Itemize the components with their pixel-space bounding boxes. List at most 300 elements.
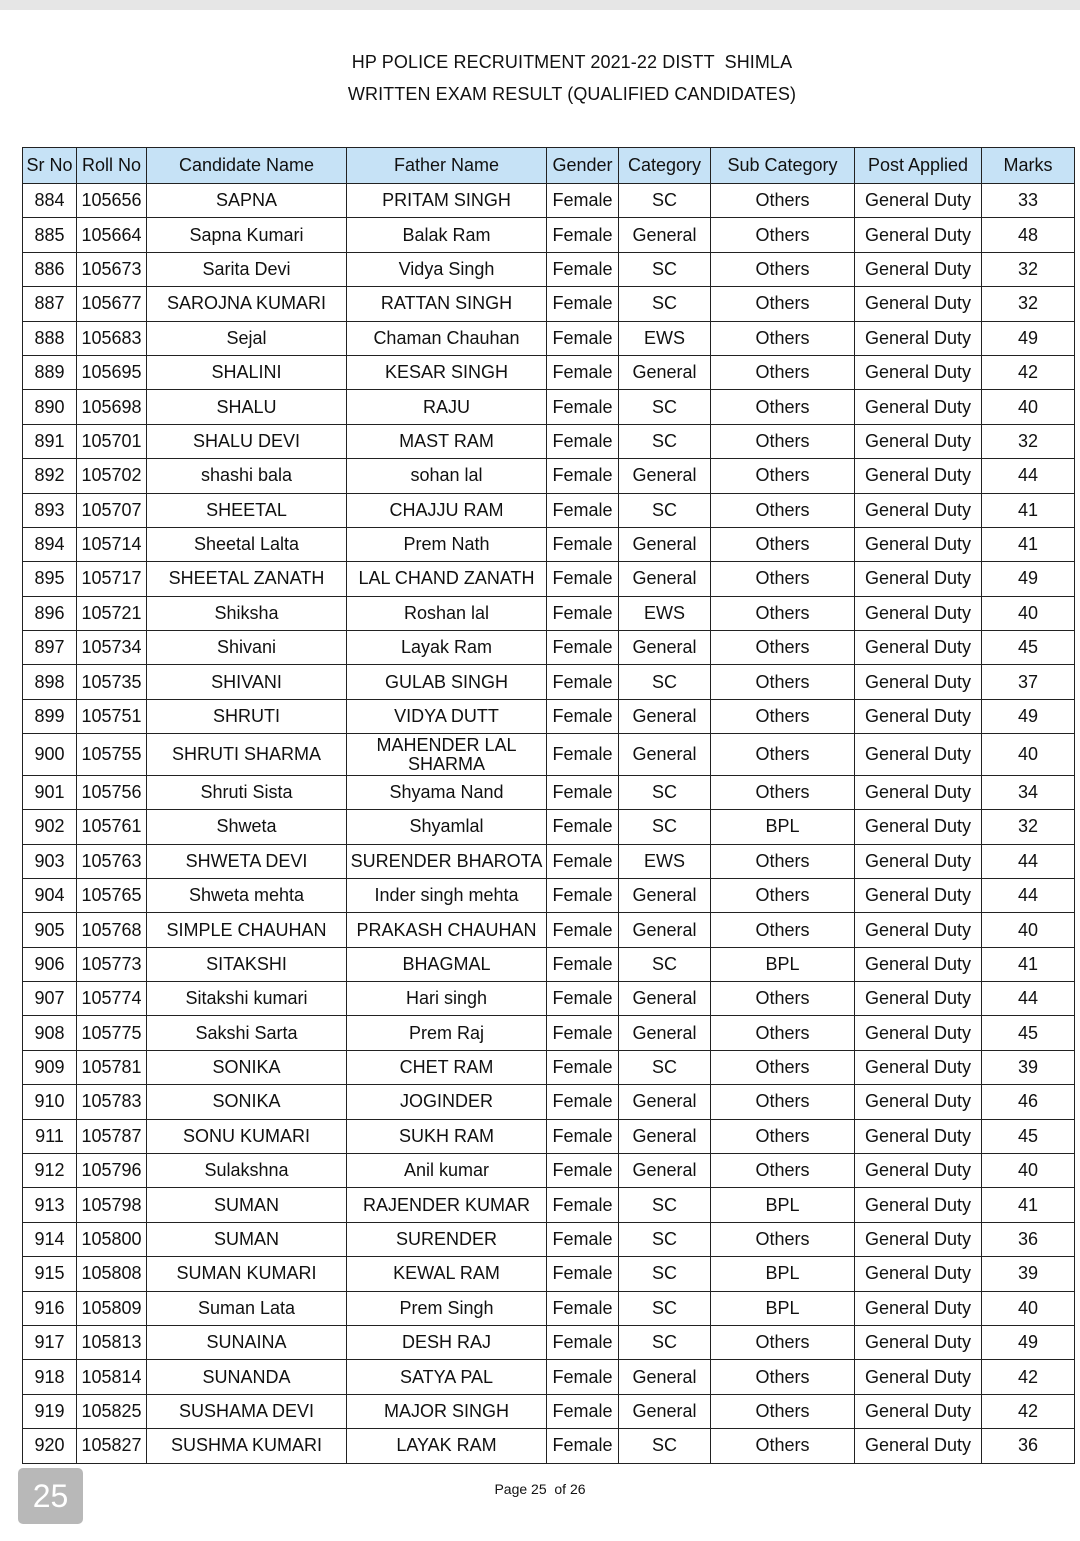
- cell-roll-no: 105761: [77, 810, 147, 844]
- cell-sr-no: 903: [23, 844, 77, 878]
- cell-father-name: LAL CHAND ZANATH: [347, 562, 547, 596]
- cell-marks: 32: [982, 287, 1075, 321]
- table-row: [23, 1154, 1075, 1188]
- cell-roll-no: 105673: [77, 252, 147, 286]
- cell-candidate-name: SAROJNA KUMARI: [147, 287, 347, 321]
- cell-gender: Female: [547, 596, 619, 630]
- cell-candidate-name: SHWETA DEVI: [147, 844, 347, 878]
- cell-gender: Female: [547, 665, 619, 699]
- cell-sub-category: Others: [711, 1360, 855, 1394]
- cell-candidate-name: SUMAN KUMARI: [147, 1257, 347, 1291]
- cell-candidate-name: Sitakshi kumari: [147, 982, 347, 1016]
- cell-post-applied: General Duty: [855, 1394, 982, 1428]
- cell-gender: Female: [547, 1394, 619, 1428]
- cell-gender: Female: [547, 734, 619, 776]
- cell-category: SC: [619, 1429, 711, 1463]
- page-footer: Page 25 of 26: [494, 1481, 586, 1497]
- cell-sr-no: 910: [23, 1085, 77, 1119]
- table-row: [23, 1257, 1075, 1291]
- cell-gender: Female: [547, 527, 619, 561]
- cell-marks: 45: [982, 1119, 1075, 1153]
- table-header-row: [23, 148, 1075, 184]
- cell-sub-category: BPL: [711, 810, 855, 844]
- cell-sr-no: 888: [23, 321, 77, 355]
- table-row: [23, 321, 1075, 355]
- column-header-gender: Gender: [547, 148, 619, 184]
- cell-post-applied: General Duty: [855, 459, 982, 493]
- cell-candidate-name: SHALINI: [147, 355, 347, 389]
- table-row: [23, 390, 1075, 424]
- cell-father-name: SURENDER: [347, 1222, 547, 1256]
- cell-candidate-name: Sheetal Lalta: [147, 527, 347, 561]
- cell-post-applied: General Duty: [855, 1119, 982, 1153]
- cell-sub-category: BPL: [711, 1257, 855, 1291]
- cell-sr-no: 904: [23, 878, 77, 912]
- cell-post-applied: General Duty: [855, 775, 982, 809]
- cell-candidate-name: Suman Lata: [147, 1291, 347, 1325]
- cell-sr-no: 917: [23, 1326, 77, 1360]
- cell-gender: Female: [547, 1085, 619, 1119]
- cell-roll-no: 105783: [77, 1085, 147, 1119]
- cell-gender: Female: [547, 218, 619, 252]
- cell-candidate-name: SONIKA: [147, 1050, 347, 1084]
- cell-father-name: Shyama Nand: [347, 775, 547, 809]
- cell-sub-category: Others: [711, 775, 855, 809]
- cell-post-applied: General Duty: [855, 844, 982, 878]
- cell-category: General: [619, 1360, 711, 1394]
- cell-roll-no: 105664: [77, 218, 147, 252]
- title-line-2: WRITTEN EXAM RESULT (QUALIFIED CANDIDATES): [347, 84, 797, 104]
- cell-sub-category: Others: [711, 699, 855, 733]
- cell-marks: 39: [982, 1257, 1075, 1291]
- cell-category: General: [619, 355, 711, 389]
- cell-marks: 39: [982, 1050, 1075, 1084]
- cell-gender: Female: [547, 1222, 619, 1256]
- cell-sub-category: Others: [711, 1119, 855, 1153]
- cell-roll-no: 105707: [77, 493, 147, 527]
- cell-father-name: Chaman Chauhan: [347, 321, 547, 355]
- cell-post-applied: General Duty: [855, 493, 982, 527]
- cell-marks: 40: [982, 913, 1075, 947]
- table-body: [23, 184, 1075, 1464]
- cell-roll-no: 105768: [77, 913, 147, 947]
- cell-roll-no: 105717: [77, 562, 147, 596]
- cell-sr-no: 911: [23, 1119, 77, 1153]
- cell-gender: Female: [547, 947, 619, 981]
- table-row: [23, 527, 1075, 561]
- cell-candidate-name: Shweta mehta: [147, 878, 347, 912]
- cell-father-name: Inder singh mehta: [347, 878, 547, 912]
- cell-sub-category: Others: [711, 1222, 855, 1256]
- cell-sr-no: 893: [23, 493, 77, 527]
- cell-roll-no: 105714: [77, 527, 147, 561]
- cell-roll-no: 105695: [77, 355, 147, 389]
- cell-post-applied: General Duty: [855, 665, 982, 699]
- cell-sr-no: 900: [23, 734, 77, 776]
- cell-sr-no: 919: [23, 1394, 77, 1428]
- cell-marks: 40: [982, 1154, 1075, 1188]
- cell-post-applied: General Duty: [855, 810, 982, 844]
- table-row: [23, 355, 1075, 389]
- cell-father-name: KESAR SINGH: [347, 355, 547, 389]
- cell-post-applied: General Duty: [855, 252, 982, 286]
- cell-post-applied: General Duty: [855, 1085, 982, 1119]
- cell-post-applied: General Duty: [855, 631, 982, 665]
- cell-sr-no: 906: [23, 947, 77, 981]
- cell-sub-category: Others: [711, 982, 855, 1016]
- cell-sub-category: Others: [711, 562, 855, 596]
- cell-post-applied: General Duty: [855, 1429, 982, 1463]
- cell-marks: 46: [982, 1085, 1075, 1119]
- cell-candidate-name: Sapna Kumari: [147, 218, 347, 252]
- cell-candidate-name: SHRUTI: [147, 699, 347, 733]
- cell-category: General: [619, 1085, 711, 1119]
- cell-father-name: Prem Singh: [347, 1291, 547, 1325]
- cell-category: SC: [619, 1291, 711, 1325]
- cell-sub-category: BPL: [711, 1291, 855, 1325]
- cell-father-name: sohan lal: [347, 459, 547, 493]
- cell-roll-no: 105796: [77, 1154, 147, 1188]
- cell-post-applied: General Duty: [855, 287, 982, 321]
- cell-sr-no: 896: [23, 596, 77, 630]
- cell-sr-no: 901: [23, 775, 77, 809]
- cell-category: SC: [619, 1188, 711, 1222]
- cell-candidate-name: Sejal: [147, 321, 347, 355]
- cell-post-applied: General Duty: [855, 1016, 982, 1050]
- cell-sub-category: Others: [711, 596, 855, 630]
- cell-sub-category: Others: [711, 493, 855, 527]
- cell-category: General: [619, 1016, 711, 1050]
- cell-father-name: SATYA PAL: [347, 1360, 547, 1394]
- cell-category: General: [619, 562, 711, 596]
- cell-roll-no: 105800: [77, 1222, 147, 1256]
- cell-sr-no: 885: [23, 218, 77, 252]
- cell-post-applied: General Duty: [855, 982, 982, 1016]
- cell-sr-no: 897: [23, 631, 77, 665]
- table-row: [23, 252, 1075, 286]
- cell-marks: 36: [982, 1222, 1075, 1256]
- cell-category: SC: [619, 1326, 711, 1360]
- cell-gender: Female: [547, 1326, 619, 1360]
- cell-sub-category: Others: [711, 665, 855, 699]
- cell-sub-category: Others: [711, 527, 855, 561]
- cell-father-name: Vidya Singh: [347, 252, 547, 286]
- table-row: [23, 493, 1075, 527]
- cell-father-name: CHET RAM: [347, 1050, 547, 1084]
- cell-father-name: VIDYA DUTT: [347, 699, 547, 733]
- cell-marks: 45: [982, 631, 1075, 665]
- cell-father-name: SUKH RAM: [347, 1119, 547, 1153]
- column-header-marks: Marks: [982, 148, 1075, 184]
- cell-post-applied: General Duty: [855, 1050, 982, 1084]
- cell-category: SC: [619, 947, 711, 981]
- top-strip: [0, 0, 1080, 10]
- cell-sr-no: 914: [23, 1222, 77, 1256]
- column-header-category: Category: [619, 148, 711, 184]
- cell-roll-no: 105756: [77, 775, 147, 809]
- cell-sub-category: Others: [711, 252, 855, 286]
- cell-gender: Female: [547, 1188, 619, 1222]
- cell-roll-no: 105808: [77, 1257, 147, 1291]
- cell-candidate-name: Sakshi Sarta: [147, 1016, 347, 1050]
- page-number-badge[interactable]: 25: [18, 1468, 83, 1524]
- table-row: [23, 424, 1075, 458]
- cell-post-applied: General Duty: [855, 390, 982, 424]
- cell-gender: Female: [547, 252, 619, 286]
- cell-roll-no: 105734: [77, 631, 147, 665]
- column-header-sub-category: Sub Category: [711, 148, 855, 184]
- table-row: [23, 1188, 1075, 1222]
- cell-sr-no: 891: [23, 424, 77, 458]
- cell-category: General: [619, 734, 711, 776]
- table-row: [23, 1429, 1075, 1463]
- cell-category: General: [619, 218, 711, 252]
- cell-candidate-name: SHALU DEVI: [147, 424, 347, 458]
- cell-sr-no: 892: [23, 459, 77, 493]
- table-row: [23, 1291, 1075, 1325]
- table-row: [23, 775, 1075, 809]
- cell-roll-no: 105809: [77, 1291, 147, 1325]
- cell-father-name: PRAKASH CHAUHAN: [347, 913, 547, 947]
- cell-gender: Female: [547, 1429, 619, 1463]
- cell-marks: 41: [982, 493, 1075, 527]
- results-table: [22, 147, 1075, 1464]
- column-header-father-name: Father Name: [347, 148, 547, 184]
- cell-post-applied: General Duty: [855, 184, 982, 218]
- cell-marks: 45: [982, 1016, 1075, 1050]
- cell-gender: Female: [547, 1360, 619, 1394]
- table-row: [23, 1085, 1075, 1119]
- cell-category: SC: [619, 1257, 711, 1291]
- cell-marks: 37: [982, 665, 1075, 699]
- cell-roll-no: 105656: [77, 184, 147, 218]
- cell-category: General: [619, 459, 711, 493]
- cell-father-name: MAHENDER LAL SHARMA: [347, 734, 547, 776]
- cell-father-name: MAST RAM: [347, 424, 547, 458]
- cell-post-applied: General Duty: [855, 596, 982, 630]
- cell-sub-category: Others: [711, 734, 855, 776]
- cell-candidate-name: SUNAINA: [147, 1326, 347, 1360]
- cell-category: General: [619, 878, 711, 912]
- cell-roll-no: 105825: [77, 1394, 147, 1428]
- cell-gender: Female: [547, 1154, 619, 1188]
- cell-marks: 32: [982, 252, 1075, 286]
- cell-roll-no: 105773: [77, 947, 147, 981]
- cell-father-name: Roshan lal: [347, 596, 547, 630]
- cell-marks: 44: [982, 844, 1075, 878]
- cell-marks: 32: [982, 424, 1075, 458]
- cell-roll-no: 105813: [77, 1326, 147, 1360]
- cell-sub-category: Others: [711, 1154, 855, 1188]
- cell-candidate-name: SUNANDA: [147, 1360, 347, 1394]
- cell-father-name: Prem Nath: [347, 527, 547, 561]
- cell-sub-category: Others: [711, 321, 855, 355]
- cell-father-name: CHAJJU RAM: [347, 493, 547, 527]
- cell-gender: Female: [547, 982, 619, 1016]
- cell-roll-no: 105702: [77, 459, 147, 493]
- cell-sr-no: 907: [23, 982, 77, 1016]
- cell-gender: Female: [547, 287, 619, 321]
- table-row: [23, 1016, 1075, 1050]
- cell-category: General: [619, 1154, 711, 1188]
- table-row: [23, 1326, 1075, 1360]
- cell-post-applied: General Duty: [855, 947, 982, 981]
- cell-sr-no: 894: [23, 527, 77, 561]
- cell-sr-no: 902: [23, 810, 77, 844]
- cell-sub-category: Others: [711, 844, 855, 878]
- cell-post-applied: General Duty: [855, 562, 982, 596]
- cell-roll-no: 105698: [77, 390, 147, 424]
- cell-roll-no: 105798: [77, 1188, 147, 1222]
- table-row: [23, 1050, 1075, 1084]
- cell-sub-category: Others: [711, 913, 855, 947]
- cell-candidate-name: Shweta: [147, 810, 347, 844]
- cell-gender: Female: [547, 562, 619, 596]
- cell-gender: Female: [547, 631, 619, 665]
- table-row: [23, 810, 1075, 844]
- cell-post-applied: General Duty: [855, 734, 982, 776]
- table-row: [23, 1119, 1075, 1153]
- cell-gender: Female: [547, 1119, 619, 1153]
- cell-roll-no: 105787: [77, 1119, 147, 1153]
- cell-candidate-name: Sulakshna: [147, 1154, 347, 1188]
- column-header-roll-no: Roll No: [77, 148, 147, 184]
- cell-marks: 49: [982, 699, 1075, 733]
- cell-marks: 49: [982, 1326, 1075, 1360]
- cell-category: EWS: [619, 321, 711, 355]
- cell-roll-no: 105763: [77, 844, 147, 878]
- cell-sub-category: Others: [711, 287, 855, 321]
- cell-roll-no: 105683: [77, 321, 147, 355]
- cell-category: SC: [619, 287, 711, 321]
- cell-sub-category: Others: [711, 1050, 855, 1084]
- cell-father-name: Prem Raj: [347, 1016, 547, 1050]
- cell-marks: 44: [982, 459, 1075, 493]
- cell-candidate-name: SHEETAL: [147, 493, 347, 527]
- cell-gender: Female: [547, 321, 619, 355]
- cell-gender: Female: [547, 459, 619, 493]
- cell-father-name: MAJOR SINGH: [347, 1394, 547, 1428]
- cell-post-applied: General Duty: [855, 527, 982, 561]
- cell-sr-no: 898: [23, 665, 77, 699]
- cell-candidate-name: SUSHAMA DEVI: [147, 1394, 347, 1428]
- cell-category: General: [619, 1394, 711, 1428]
- cell-candidate-name: Shivani: [147, 631, 347, 665]
- cell-sub-category: Others: [711, 1085, 855, 1119]
- cell-father-name: BHAGMAL: [347, 947, 547, 981]
- cell-gender: Female: [547, 424, 619, 458]
- cell-father-name: RATTAN SINGH: [347, 287, 547, 321]
- cell-sr-no: 920: [23, 1429, 77, 1463]
- cell-sub-category: Others: [711, 1016, 855, 1050]
- cell-candidate-name: Sarita Devi: [147, 252, 347, 286]
- table-row: [23, 913, 1075, 947]
- cell-post-applied: General Duty: [855, 913, 982, 947]
- cell-father-name: RAJU: [347, 390, 547, 424]
- cell-gender: Female: [547, 775, 619, 809]
- cell-candidate-name: SUMAN: [147, 1188, 347, 1222]
- cell-post-applied: General Duty: [855, 1154, 982, 1188]
- cell-gender: Female: [547, 355, 619, 389]
- table-row: [23, 287, 1075, 321]
- cell-candidate-name: SIMPLE CHAUHAN: [147, 913, 347, 947]
- table-row: [23, 631, 1075, 665]
- cell-candidate-name: SHEETAL ZANATH: [147, 562, 347, 596]
- table-row: [23, 878, 1075, 912]
- cell-marks: 41: [982, 1188, 1075, 1222]
- cell-sr-no: 905: [23, 913, 77, 947]
- cell-gender: Female: [547, 1257, 619, 1291]
- cell-gender: Female: [547, 844, 619, 878]
- cell-category: SC: [619, 493, 711, 527]
- cell-category: General: [619, 699, 711, 733]
- cell-sub-category: BPL: [711, 947, 855, 981]
- cell-marks: 34: [982, 775, 1075, 809]
- cell-marks: 42: [982, 355, 1075, 389]
- cell-post-applied: General Duty: [855, 1257, 982, 1291]
- cell-candidate-name: Shiksha: [147, 596, 347, 630]
- cell-candidate-name: shashi bala: [147, 459, 347, 493]
- table-row: [23, 982, 1075, 1016]
- cell-post-applied: General Duty: [855, 699, 982, 733]
- cell-marks: 41: [982, 947, 1075, 981]
- cell-category: General: [619, 1119, 711, 1153]
- cell-post-applied: General Duty: [855, 1326, 982, 1360]
- cell-sr-no: 909: [23, 1050, 77, 1084]
- cell-marks: 40: [982, 390, 1075, 424]
- cell-marks: 33: [982, 184, 1075, 218]
- cell-sr-no: 908: [23, 1016, 77, 1050]
- cell-marks: 40: [982, 1291, 1075, 1325]
- cell-roll-no: 105755: [77, 734, 147, 776]
- cell-category: General: [619, 913, 711, 947]
- cell-roll-no: 105775: [77, 1016, 147, 1050]
- column-header-candidate-name: Candidate Name: [147, 148, 347, 184]
- cell-sr-no: 918: [23, 1360, 77, 1394]
- cell-marks: 40: [982, 734, 1075, 776]
- cell-marks: 49: [982, 562, 1075, 596]
- cell-sr-no: 916: [23, 1291, 77, 1325]
- cell-father-name: DESH RAJ: [347, 1326, 547, 1360]
- cell-gender: Female: [547, 913, 619, 947]
- cell-sr-no: 886: [23, 252, 77, 286]
- cell-sr-no: 899: [23, 699, 77, 733]
- cell-gender: Female: [547, 878, 619, 912]
- cell-roll-no: 105701: [77, 424, 147, 458]
- cell-roll-no: 105735: [77, 665, 147, 699]
- cell-gender: Female: [547, 184, 619, 218]
- table-row: [23, 734, 1075, 776]
- cell-candidate-name: SHIVANI: [147, 665, 347, 699]
- title-line-1: HP POLICE RECRUITMENT 2021-22 DISTT SHIMLA: [351, 52, 793, 72]
- cell-candidate-name: SONIKA: [147, 1085, 347, 1119]
- cell-post-applied: General Duty: [855, 1291, 982, 1325]
- cell-sr-no: 890: [23, 390, 77, 424]
- table-row: [23, 1360, 1075, 1394]
- cell-post-applied: General Duty: [855, 878, 982, 912]
- cell-category: General: [619, 982, 711, 1016]
- cell-category: SC: [619, 1222, 711, 1256]
- cell-category: General: [619, 631, 711, 665]
- cell-sub-category: Others: [711, 459, 855, 493]
- cell-sub-category: Others: [711, 218, 855, 252]
- cell-sr-no: 913: [23, 1188, 77, 1222]
- cell-father-name: KEWAL RAM: [347, 1257, 547, 1291]
- table-row: [23, 562, 1075, 596]
- cell-category: SC: [619, 665, 711, 699]
- cell-marks: 36: [982, 1429, 1075, 1463]
- cell-sub-category: Others: [711, 184, 855, 218]
